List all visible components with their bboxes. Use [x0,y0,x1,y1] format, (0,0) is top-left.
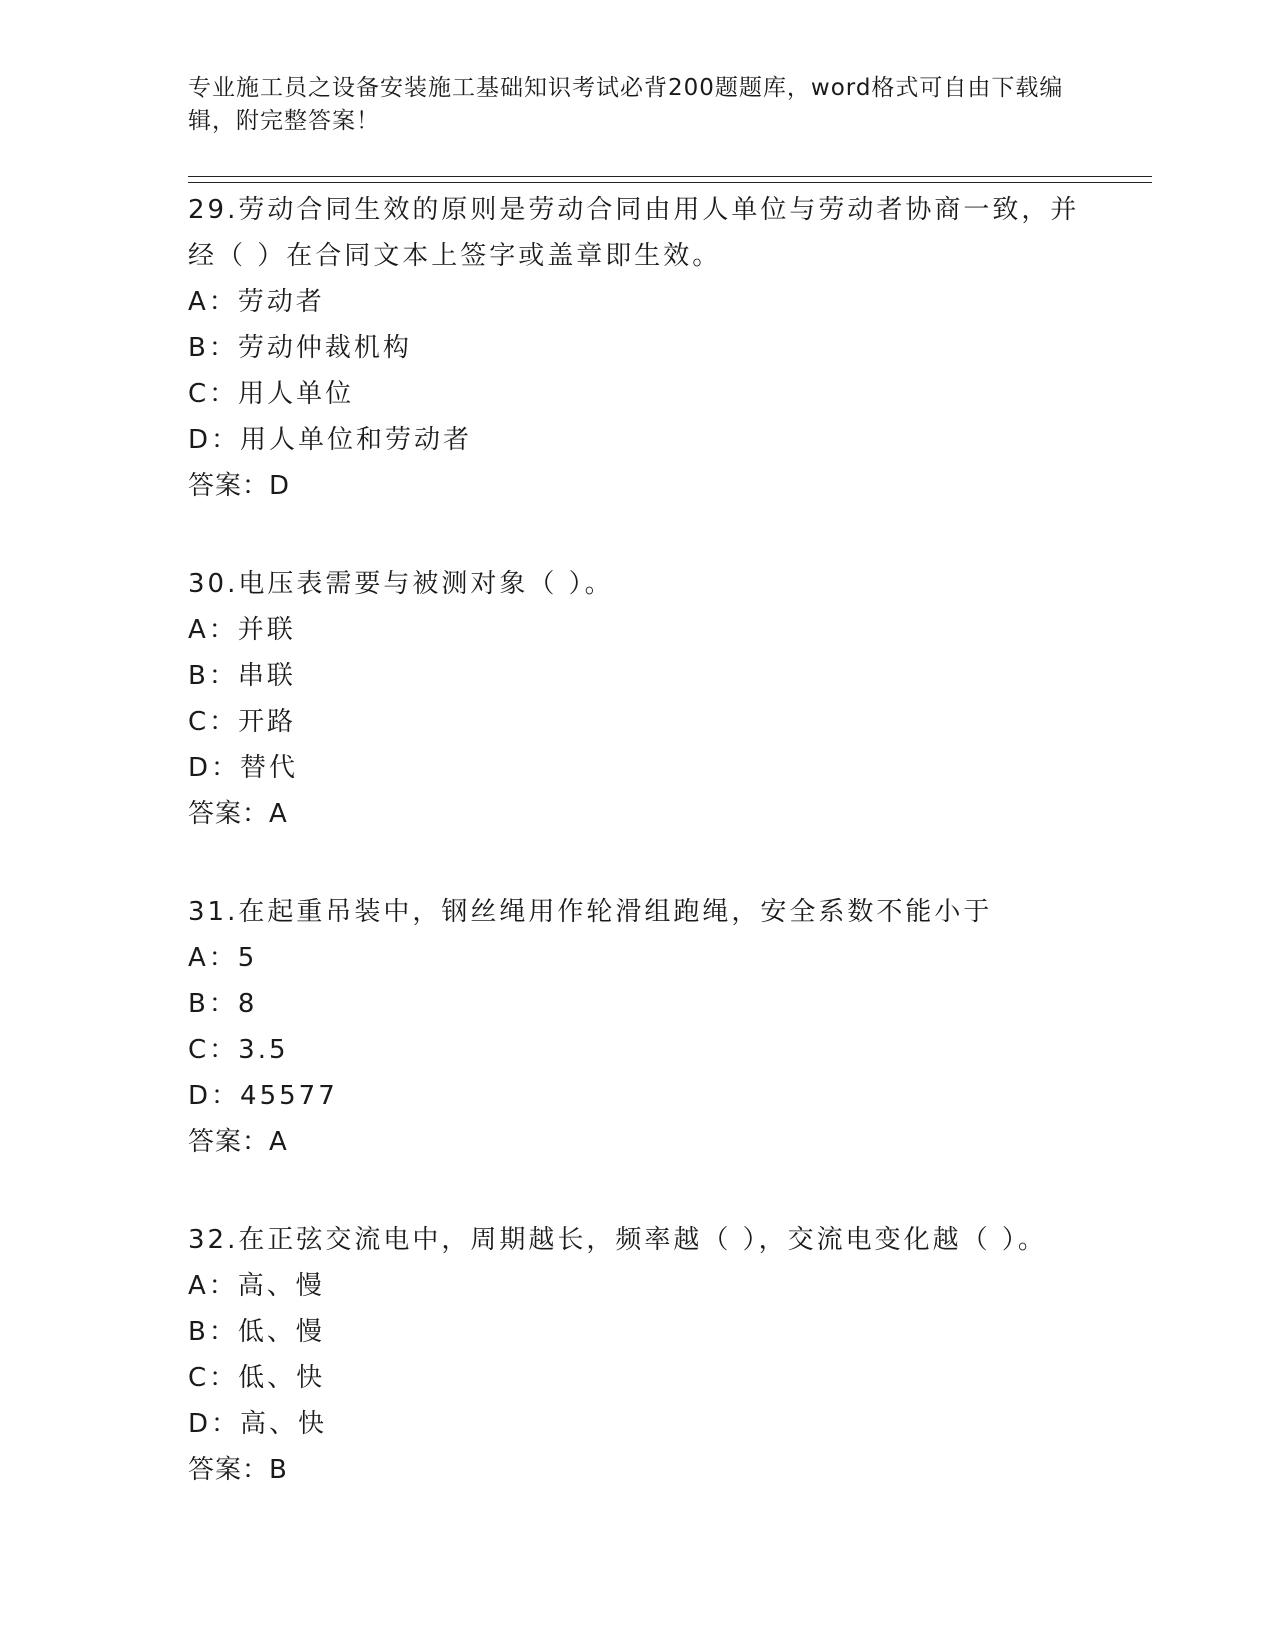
question-body: 在起重吊装中，钢丝绳用作轮滑组跑绳，安全系数不能小于 [238,897,993,927]
option-letter: B： [188,333,238,363]
option-letter: A： [188,1271,238,1301]
answer-label: 答案： [188,471,270,501]
question-30 [188,561,1088,837]
option-text: 劳动仲裁机构 [237,333,412,363]
answer-line [188,1447,1088,1493]
option-a [188,607,1088,653]
option-letter: B： [188,661,238,691]
option-a [188,279,1088,325]
option-c [188,699,1088,745]
answer-value: A [269,1127,288,1157]
option-letter: A： [188,287,238,317]
option-text: 高、快 [240,1409,328,1439]
option-text: 45577 [240,1081,338,1111]
question-number: 31. [188,897,239,927]
question-31 [188,889,1088,1165]
header-divider-top [188,176,1152,177]
answer-value: D [269,471,291,501]
option-text: 串联 [237,661,296,691]
option-d [188,1401,1088,1447]
question-body: 电压表需要与被测对象（ ）。 [238,569,614,599]
answer-label: 答案： [188,1127,270,1157]
option-d [188,1073,1088,1119]
option-text: 用人单位和劳动者 [240,425,473,455]
option-b [188,325,1088,371]
option-letter: D： [188,1409,241,1439]
option-text: 低、慢 [237,1317,325,1347]
document-header: 专业施工员之设备安装施工基础知识考试必背200题题库，word格式可自由下载编辑，附完整答案！ [188,75,1064,134]
answer-value: A [269,799,288,829]
option-b [188,981,1088,1027]
option-c [188,1027,1088,1073]
answer-label: 答案： [188,1455,270,1485]
answer-line [188,791,1088,837]
option-text: 低、快 [238,1363,326,1393]
option-a [188,935,1088,981]
answer-value: B [269,1455,288,1485]
option-c [188,1355,1088,1401]
option-letter: C： [188,379,239,409]
question-body: 劳动合同生效的原则是劳动合同由用人单位与劳动者协商一致，并经（ ）在合同文本上签字或盖章即生效。 [188,195,1080,271]
option-letter: C： [188,1363,239,1393]
option-c [188,371,1088,417]
header-divider-bottom [188,182,1152,183]
question-list [188,187,1088,1545]
question-number: 32. [188,1225,239,1255]
option-b [188,653,1088,699]
answer-line [188,1119,1088,1165]
question-body: 在正弦交流电中，周期越长，频率越（ ），交流电变化越（ ）。 [238,1225,1047,1255]
question-text [188,187,1088,279]
option-b [188,1309,1088,1355]
option-text: 替代 [240,753,299,783]
question-number: 30. [188,569,239,599]
option-d [188,745,1088,791]
option-text: 用人单位 [238,379,355,409]
option-text: 并联 [237,615,296,645]
question-text [188,561,1088,607]
option-letter: A： [188,615,238,645]
option-d [188,417,1088,463]
option-letter: D： [188,425,241,455]
option-letter: B： [188,989,238,1019]
option-letter: C： [188,707,239,737]
option-a [188,1263,1088,1309]
answer-label: 答案： [188,799,270,829]
question-number: 29. [188,195,239,225]
option-text: 开路 [238,707,297,737]
question-text [188,1217,1088,1263]
option-text: 高、慢 [237,1271,325,1301]
option-letter: D： [188,1081,241,1111]
question-32 [188,1217,1088,1493]
option-letter: B： [188,1317,238,1347]
option-text: 8 [237,989,258,1019]
option-letter: C： [188,1035,239,1065]
option-letter: D： [188,753,241,783]
question-29 [188,187,1088,509]
answer-line [188,463,1088,509]
option-text: 劳动者 [237,287,325,317]
question-text [188,889,1088,935]
option-text: 5 [237,943,258,973]
option-letter: A： [188,943,238,973]
option-text: 3.5 [238,1035,289,1065]
